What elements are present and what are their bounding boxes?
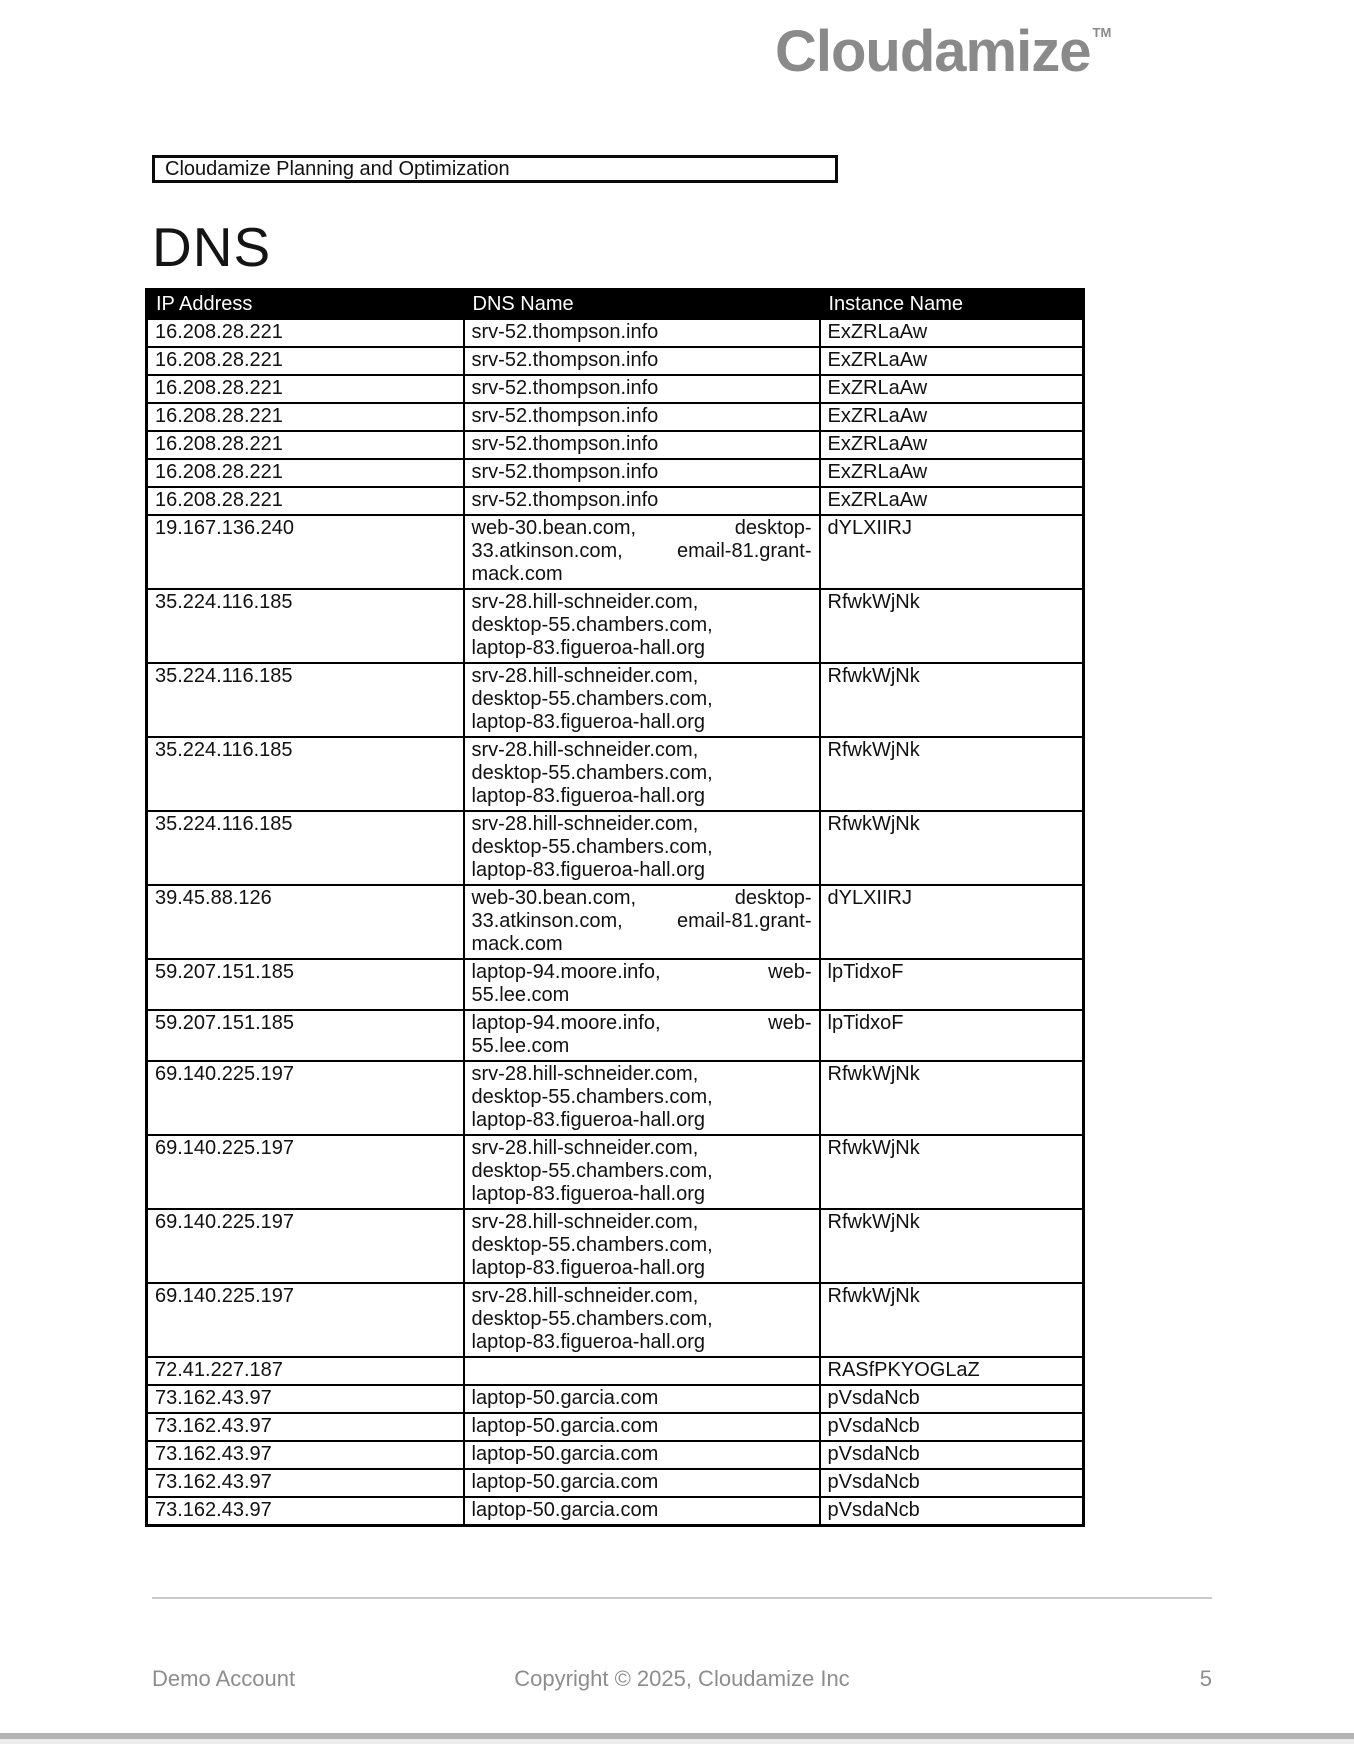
dns-line: web-30.bean.com, desktop- [471,517,812,539]
dns-cell [464,1357,820,1385]
table-row [147,1010,1084,1061]
dns-line: laptop-83.figueroa-hall.org [471,711,705,733]
instance-cell: lpTidxoF [820,959,1084,1010]
instance-cell: ExZRLaAw [820,403,1084,431]
dns-line: srv-28.hill-schneider.com, [471,665,699,687]
dns-line: desktop-55.chambers.com, [471,1086,713,1108]
instance-cell: pVsdaNcb [820,1413,1084,1441]
ip-cell: 39.45.88.126 [147,885,464,959]
ip-cell: 69.140.225.197 [147,1283,464,1357]
doc-header-box [152,155,838,183]
ip-cell: 73.162.43.97 [147,1413,464,1441]
dns-line: srv-28.hill-schneider.com, [471,1063,699,1085]
table-row [147,487,1084,515]
dns-line: laptop-83.figueroa-hall.org [471,1183,705,1205]
dns-cell [464,403,820,431]
table-row [147,347,1084,375]
dns-line: 55.lee.com [471,1035,570,1057]
dns-cell [464,737,820,811]
ip-cell: 73.162.43.97 [147,1385,464,1413]
dns-line: web-30.bean.com, desktop- [471,887,812,909]
footer-divider [152,1597,1212,1599]
dns-cell [464,885,820,959]
instance-cell: dYLXIIRJ [820,515,1084,589]
table-row [147,589,1084,663]
table-row [147,1135,1084,1209]
doc-header-text: Cloudamize Planning and Optimization [165,158,510,180]
dns-cell [464,487,820,515]
table-row [147,1469,1084,1497]
ip-cell: 69.140.225.197 [147,1135,464,1209]
table-row [147,959,1084,1010]
instance-cell: pVsdaNcb [820,1497,1084,1526]
dns-cell [464,459,820,487]
dns-cell [464,589,820,663]
dns-cell [464,375,820,403]
instance-cell: ExZRLaAw [820,347,1084,375]
dns-line: srv-52.thompson.info [471,377,659,399]
dns-line: desktop-55.chambers.com, [471,762,713,784]
dns-cell [464,663,820,737]
ip-cell: 73.162.43.97 [147,1441,464,1469]
trademark-symbol: TM [1092,24,1112,40]
table-row [147,403,1084,431]
ip-cell: 35.224.116.185 [147,737,464,811]
dns-cell [464,1413,820,1441]
dns-line: desktop-55.chambers.com, [471,1234,713,1256]
dns-line: srv-52.thompson.info [471,321,659,343]
dns-cell [464,1061,820,1135]
dns-line: laptop-50.garcia.com [471,1415,659,1437]
ip-cell: 69.140.225.197 [147,1209,464,1283]
table-row [147,1413,1084,1441]
table-row [147,1441,1084,1469]
page-footer [152,1666,1212,1692]
ip-cell: 35.224.116.185 [147,811,464,885]
dns-cell [464,1209,820,1283]
ip-cell: 72.41.227.187 [147,1357,464,1385]
dns-line: srv-52.thompson.info [471,461,659,483]
instance-cell: lpTidxoF [820,1010,1084,1061]
instance-cell: RfwkWjNk [820,1061,1084,1135]
table-row [147,663,1084,737]
table-row [147,459,1084,487]
cloudamize-logo [775,18,1112,85]
dns-line: laptop-50.garcia.com [471,1443,659,1465]
instance-cell: RfwkWjNk [820,1209,1084,1283]
dns-line: srv-28.hill-schneider.com, [471,813,699,835]
dns-cell [464,347,820,375]
instance-cell: ExZRLaAw [820,487,1084,515]
dns-line: laptop-83.figueroa-hall.org [471,1331,705,1353]
table-header-row [147,290,1084,320]
column-header-instance-name: Instance Name [820,290,1084,320]
dns-line: laptop-83.figueroa-hall.org [471,1109,705,1131]
table-row [147,1061,1084,1135]
table-row [147,1209,1084,1283]
dns-line: laptop-94.moore.info, web- [471,1012,812,1034]
dns-line: srv-28.hill-schneider.com, [471,591,699,613]
dns-line: 33.atkinson.com, email-81.grant- [471,540,812,562]
instance-cell: ExZRLaAw [820,375,1084,403]
dns-line: srv-52.thompson.info [471,405,659,427]
dns-line: srv-28.hill-schneider.com, [471,1211,699,1233]
ip-cell: 16.208.28.221 [147,375,464,403]
ip-cell: 16.208.28.221 [147,459,464,487]
instance-cell: RfwkWjNk [820,811,1084,885]
ip-cell: 73.162.43.97 [147,1469,464,1497]
logo-text: Cloudamize [775,19,1091,84]
dns-cell [464,1135,820,1209]
dns-line: desktop-55.chambers.com, [471,688,713,710]
table-row [147,1357,1084,1385]
ip-cell: 16.208.28.221 [147,431,464,459]
footer-copyright: Copyright © 2025, Cloudamize Inc [514,1666,850,1691]
page-edge-bar-light [0,1739,1354,1744]
instance-cell: pVsdaNcb [820,1441,1084,1469]
footer-page-number: 5 [1199,1666,1212,1691]
instance-cell: RfwkWjNk [820,589,1084,663]
ip-cell: 59.207.151.185 [147,959,464,1010]
ip-cell: 16.208.28.221 [147,347,464,375]
dns-cell [464,1469,820,1497]
table-row [147,1497,1084,1526]
table-row [147,811,1084,885]
column-header-dns-name: DNS Name [464,290,820,320]
dns-cell [464,319,820,347]
dns-line: desktop-55.chambers.com, [471,1160,713,1182]
ip-cell: 35.224.116.185 [147,663,464,737]
dns-cell [464,515,820,589]
ip-cell: 59.207.151.185 [147,1010,464,1061]
dns-line: srv-28.hill-schneider.com, [471,1285,699,1307]
ip-cell: 16.208.28.221 [147,403,464,431]
table-row [147,319,1084,347]
table-row [147,375,1084,403]
ip-cell: 16.208.28.221 [147,487,464,515]
dns-line: laptop-83.figueroa-hall.org [471,785,705,807]
ip-cell: 16.208.28.221 [147,319,464,347]
table-row [147,885,1084,959]
dns-line: desktop-55.chambers.com, [471,614,713,636]
dns-cell [464,1441,820,1469]
dns-line: srv-52.thompson.info [471,433,659,455]
dns-line: laptop-50.garcia.com [471,1471,659,1493]
table-row [147,431,1084,459]
dns-cell [464,811,820,885]
dns-table [145,288,1085,1527]
table-row [147,737,1084,811]
ip-cell: 73.162.43.97 [147,1497,464,1526]
instance-cell: RfwkWjNk [820,1283,1084,1357]
dns-line: srv-52.thompson.info [471,349,659,371]
instance-cell: pVsdaNcb [820,1385,1084,1413]
dns-line: srv-28.hill-schneider.com, [471,1137,699,1159]
instance-cell: RfwkWjNk [820,737,1084,811]
dns-line: mack.com [471,933,563,955]
dns-line: laptop-83.figueroa-hall.org [471,859,705,881]
instance-cell: pVsdaNcb [820,1469,1084,1497]
dns-line: laptop-83.figueroa-hall.org [471,1257,705,1279]
dns-line: laptop-83.figueroa-hall.org [471,637,705,659]
footer-account-label: Demo Account [152,1666,296,1691]
dns-line: laptop-94.moore.info, web- [471,961,812,983]
dns-cell [464,1385,820,1413]
instance-cell: RASfPKYOGLaZ [820,1357,1084,1385]
dns-cell [464,1497,820,1526]
dns-line: srv-52.thompson.info [471,489,659,511]
table-row [147,1283,1084,1357]
table-row [147,515,1084,589]
instance-cell: ExZRLaAw [820,431,1084,459]
ip-cell: 19.167.136.240 [147,515,464,589]
instance-cell: ExZRLaAw [820,459,1084,487]
dns-line: desktop-55.chambers.com, [471,1308,713,1330]
column-header-ip-address: IP Address [147,290,464,320]
dns-cell [464,431,820,459]
dns-line: 33.atkinson.com, email-81.grant- [471,910,812,932]
table-row [147,1385,1084,1413]
instance-cell: ExZRLaAw [820,319,1084,347]
dns-cell [464,1010,820,1061]
dns-line: mack.com [471,563,563,585]
dns-line: srv-28.hill-schneider.com, [471,739,699,761]
instance-cell: dYLXIIRJ [820,885,1084,959]
ip-cell: 69.140.225.197 [147,1061,464,1135]
dns-line: desktop-55.chambers.com, [471,836,713,858]
dns-line: laptop-50.garcia.com [471,1499,659,1521]
dns-line: laptop-50.garcia.com [471,1387,659,1409]
ip-cell: 35.224.116.185 [147,589,464,663]
page-title: DNS [152,216,272,278]
dns-line: 55.lee.com [471,984,570,1006]
dns-cell [464,1283,820,1357]
instance-cell: RfwkWjNk [820,1135,1084,1209]
instance-cell: RfwkWjNk [820,663,1084,737]
dns-cell [464,959,820,1010]
